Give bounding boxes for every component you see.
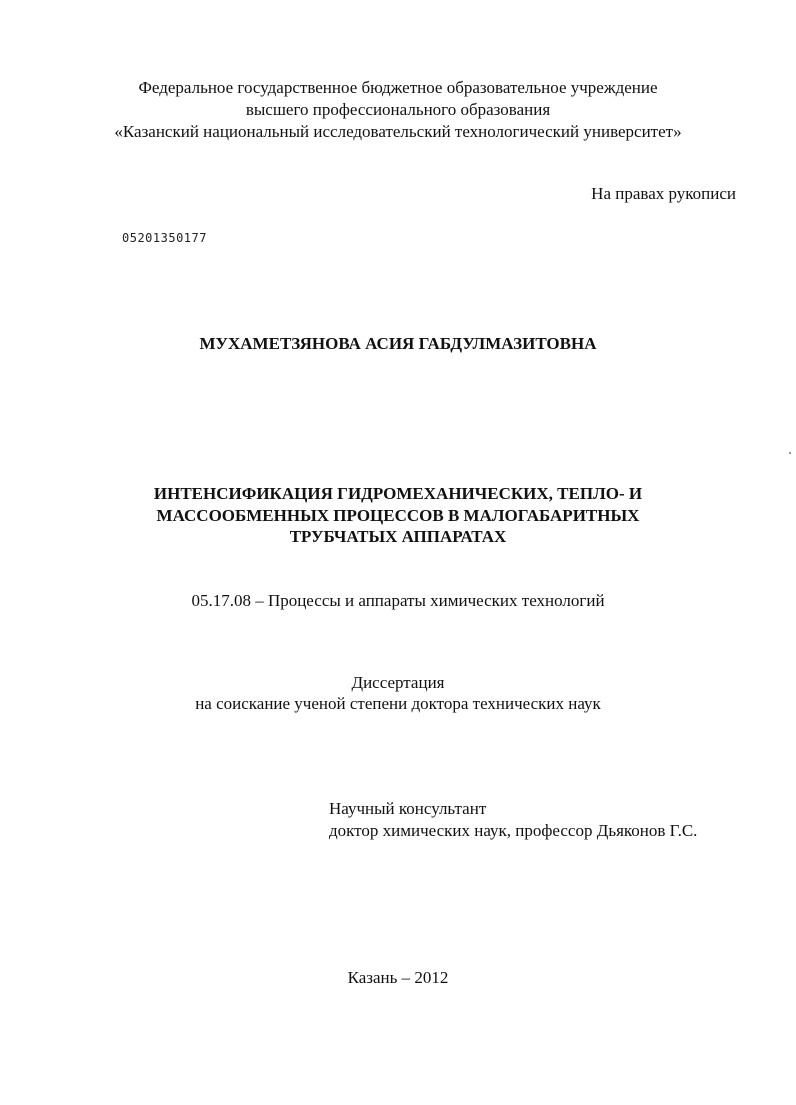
manuscript-note: На правах рукописи [591, 184, 736, 203]
author-name: МУХАМЕТЗЯНОВА АСИЯ ГАБДУЛМАЗИТОВНА [199, 334, 597, 353]
scan-speck [789, 452, 791, 454]
institution-line-1: Федеральное государственное бюджетное образовательное учреждение [138, 78, 658, 97]
institution-line-3: «Казанский национальный исследовательский технологический университет» [114, 122, 682, 141]
thesis-title-line-2: МАССООБМЕННЫХ ПРОЦЕССОВ В МАЛОГАБАРИТНЫХ [156, 506, 640, 525]
advisor-role: Научный консультант [329, 799, 487, 818]
thesis-title-line-1: ИНТЕНСИФИКАЦИЯ ГИДРОМЕХАНИЧЕСКИХ, ТЕПЛО- И [153, 484, 643, 503]
dissertation-degree: на соискание ученой степени доктора технических наук [195, 694, 601, 713]
registration-code: 05201350177 [122, 231, 207, 245]
institution-line-2: высшего профессионального образования [245, 100, 551, 119]
dissertation-type: Диссертация [351, 673, 445, 692]
thesis-title-line-3: ТРУБЧАТЫХ АППАРАТАХ [289, 527, 507, 546]
advisor-details: доктор химических наук, профессор Дьяконов Г.С. [329, 821, 698, 840]
specialty-code: 05.17.08 – Процессы и аппараты химических технологий [191, 591, 605, 610]
place-year: Казань – 2012 [347, 968, 449, 987]
